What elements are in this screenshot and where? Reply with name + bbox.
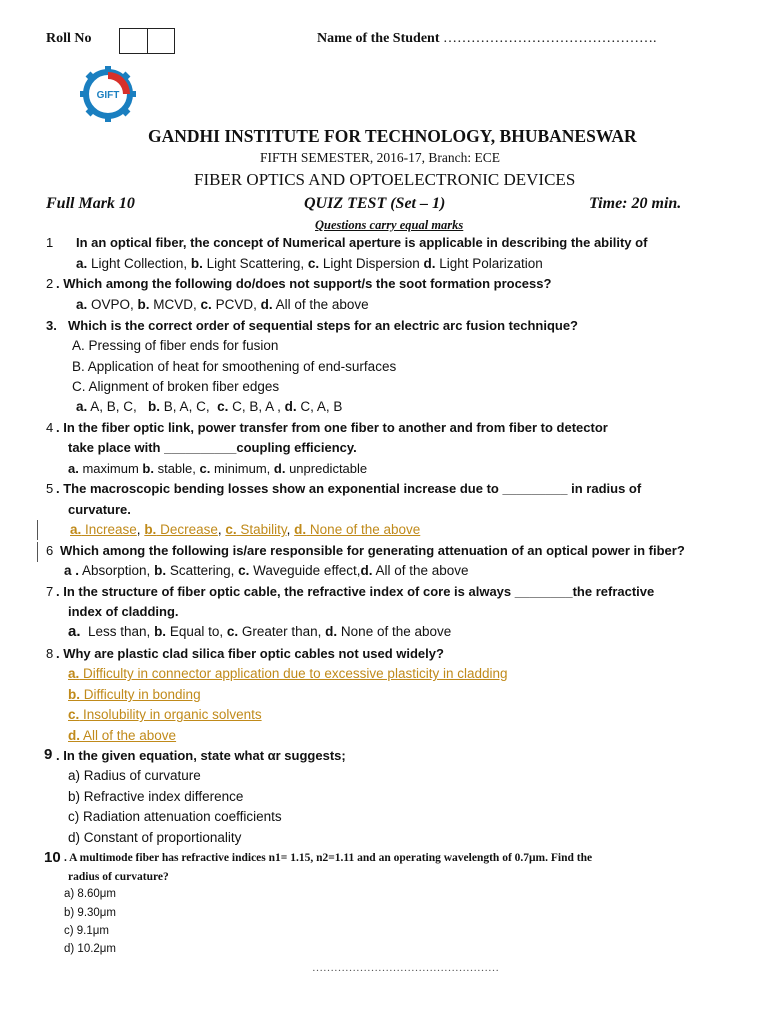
q9-number: 9	[44, 746, 53, 763]
q10-option-d: d) 10.2μm	[64, 943, 117, 955]
q1-number: 1	[46, 235, 54, 250]
institute-name: GANDHI INSTITUTE FOR TECHNOLOGY, BHUBANESWAR	[148, 126, 637, 146]
q9-option-d: d) Constant of proportionality	[68, 830, 242, 845]
q8-option-d: d. All of the above	[68, 728, 177, 743]
marks-instruction: Questions carry equal marks	[315, 218, 464, 232]
q3-text: Which is the correct order of sequential steps for an electric arc fusion technique?	[68, 318, 579, 333]
q7-options: a. Less than, b. Equal to, c. Greater than, d. None of the above	[68, 623, 452, 640]
course-title: FIBER OPTICS AND OPTOELECTRONIC DEVICES	[194, 170, 576, 189]
q3-step-a: A. Pressing of fiber ends for fusion	[72, 338, 279, 353]
q8-option-b: b. Difficulty in bonding	[68, 687, 201, 702]
q5-text-line1: . The macroscopic bending losses show an exponential increase due to _________ in radius of	[56, 481, 642, 496]
q6-options: a . Absorption, b. Scattering, c. Waveguide effect,d. All of the above	[64, 563, 469, 578]
q2-number: 2	[46, 276, 54, 291]
q9-text: . In the given equation, state what αr suggests;	[56, 748, 346, 763]
q8-text: . Why are plastic clad silica fiber optic cables not used widely?	[56, 646, 444, 661]
q8-option-c: c. Insolubility in organic solvents	[68, 707, 262, 722]
q6-number: 6	[46, 543, 54, 558]
q3-step-b: B. Application of heat for smoothening of end-surfaces	[72, 359, 397, 374]
q7-number: 7	[46, 584, 54, 599]
q6-text: Which among the following is/are responsible for generating attenuation of an optical power in fiber?	[60, 543, 685, 558]
test-name: QUIZ TEST (Set – 1)	[304, 195, 446, 212]
q5-options: a. Increase, b. Decrease, c. Stability, d. None of the above	[70, 522, 421, 537]
svg-text:GIFT: GIFT	[96, 90, 120, 101]
q10-text-line1: . A multimode fiber has refractive indices n1= 1.15, n2=1.11 and an operating wavelength of 0.7μm. Find the	[64, 852, 593, 864]
semester-line: FIFTH SEMESTER, 2016-17, Branch: ECE	[260, 150, 500, 165]
q1-text: In an optical fiber, the concept of Numerical aperture is applicable in describing the ability of	[76, 235, 648, 250]
q10-number: 10	[44, 849, 61, 866]
q7-text-line1: . In the structure of fiber optic cable, the refractive index of core is always ________the refractive	[56, 584, 655, 599]
q3-number: 3.	[46, 318, 57, 333]
q9-option-a: a) Radius of curvature	[68, 768, 201, 783]
q10-option-b: b) 9.30μm	[64, 907, 117, 919]
q4-number: 4	[46, 420, 54, 435]
student-name-dots: ……………………………………….	[443, 31, 657, 46]
q1-options: a. Light Collection, b. Light Scattering, c. Light Dispersion d. Light Polarization	[76, 256, 543, 271]
q2-options: a. OVPO, b. MCVD, c. PCVD, d. All of the above	[76, 297, 369, 312]
q3-step-c: C. Alignment of broken fiber edges	[72, 379, 280, 394]
time-limit: Time: 20 min.	[589, 195, 682, 212]
full-mark: Full Mark 10	[46, 195, 135, 212]
roll-no-label: Roll No	[46, 31, 92, 46]
q10-option-a: a) 8.60μm	[64, 888, 117, 900]
student-name-label: Name of the Student	[317, 31, 440, 46]
footer-dots: ……………………………………………	[312, 962, 499, 974]
q8-option-a: a. Difficulty in connector application due to excessive plasticity in cladding	[68, 666, 508, 681]
q7-text-line2: index of cladding.	[68, 604, 179, 619]
q8-number: 8	[46, 646, 54, 661]
change-bar	[37, 542, 38, 562]
q5-number: 5	[46, 481, 54, 496]
q2-text: . Which among the following do/does not support/s the soot formation process?	[56, 276, 552, 291]
institute-logo	[78, 64, 138, 124]
change-bar	[37, 520, 38, 540]
roll-no-boxes[interactable]	[119, 28, 175, 54]
q10-text-line2: radius of curvature?	[68, 871, 169, 883]
q3-options: a. A, B, C, b. B, A, C, c. C, B, A , d. C, A, B	[76, 399, 343, 414]
q9-option-b: b) Refractive index difference	[68, 789, 244, 804]
q4-text-line2: take place with __________coupling efficiency.	[68, 440, 357, 455]
student-name-field[interactable]	[317, 31, 657, 47]
q10-option-c: c) 9.1μm	[64, 925, 109, 937]
q9-option-c: c) Radiation attenuation coefficients	[68, 809, 282, 824]
q5-text-line2: curvature.	[68, 502, 131, 517]
q4-options: a. maximum b. stable, c. minimum, d. unpredictable	[68, 461, 368, 476]
q4-text-line1: . In the fiber optic link, power transfer from one fiber to another and from fiber to detector	[56, 420, 608, 435]
